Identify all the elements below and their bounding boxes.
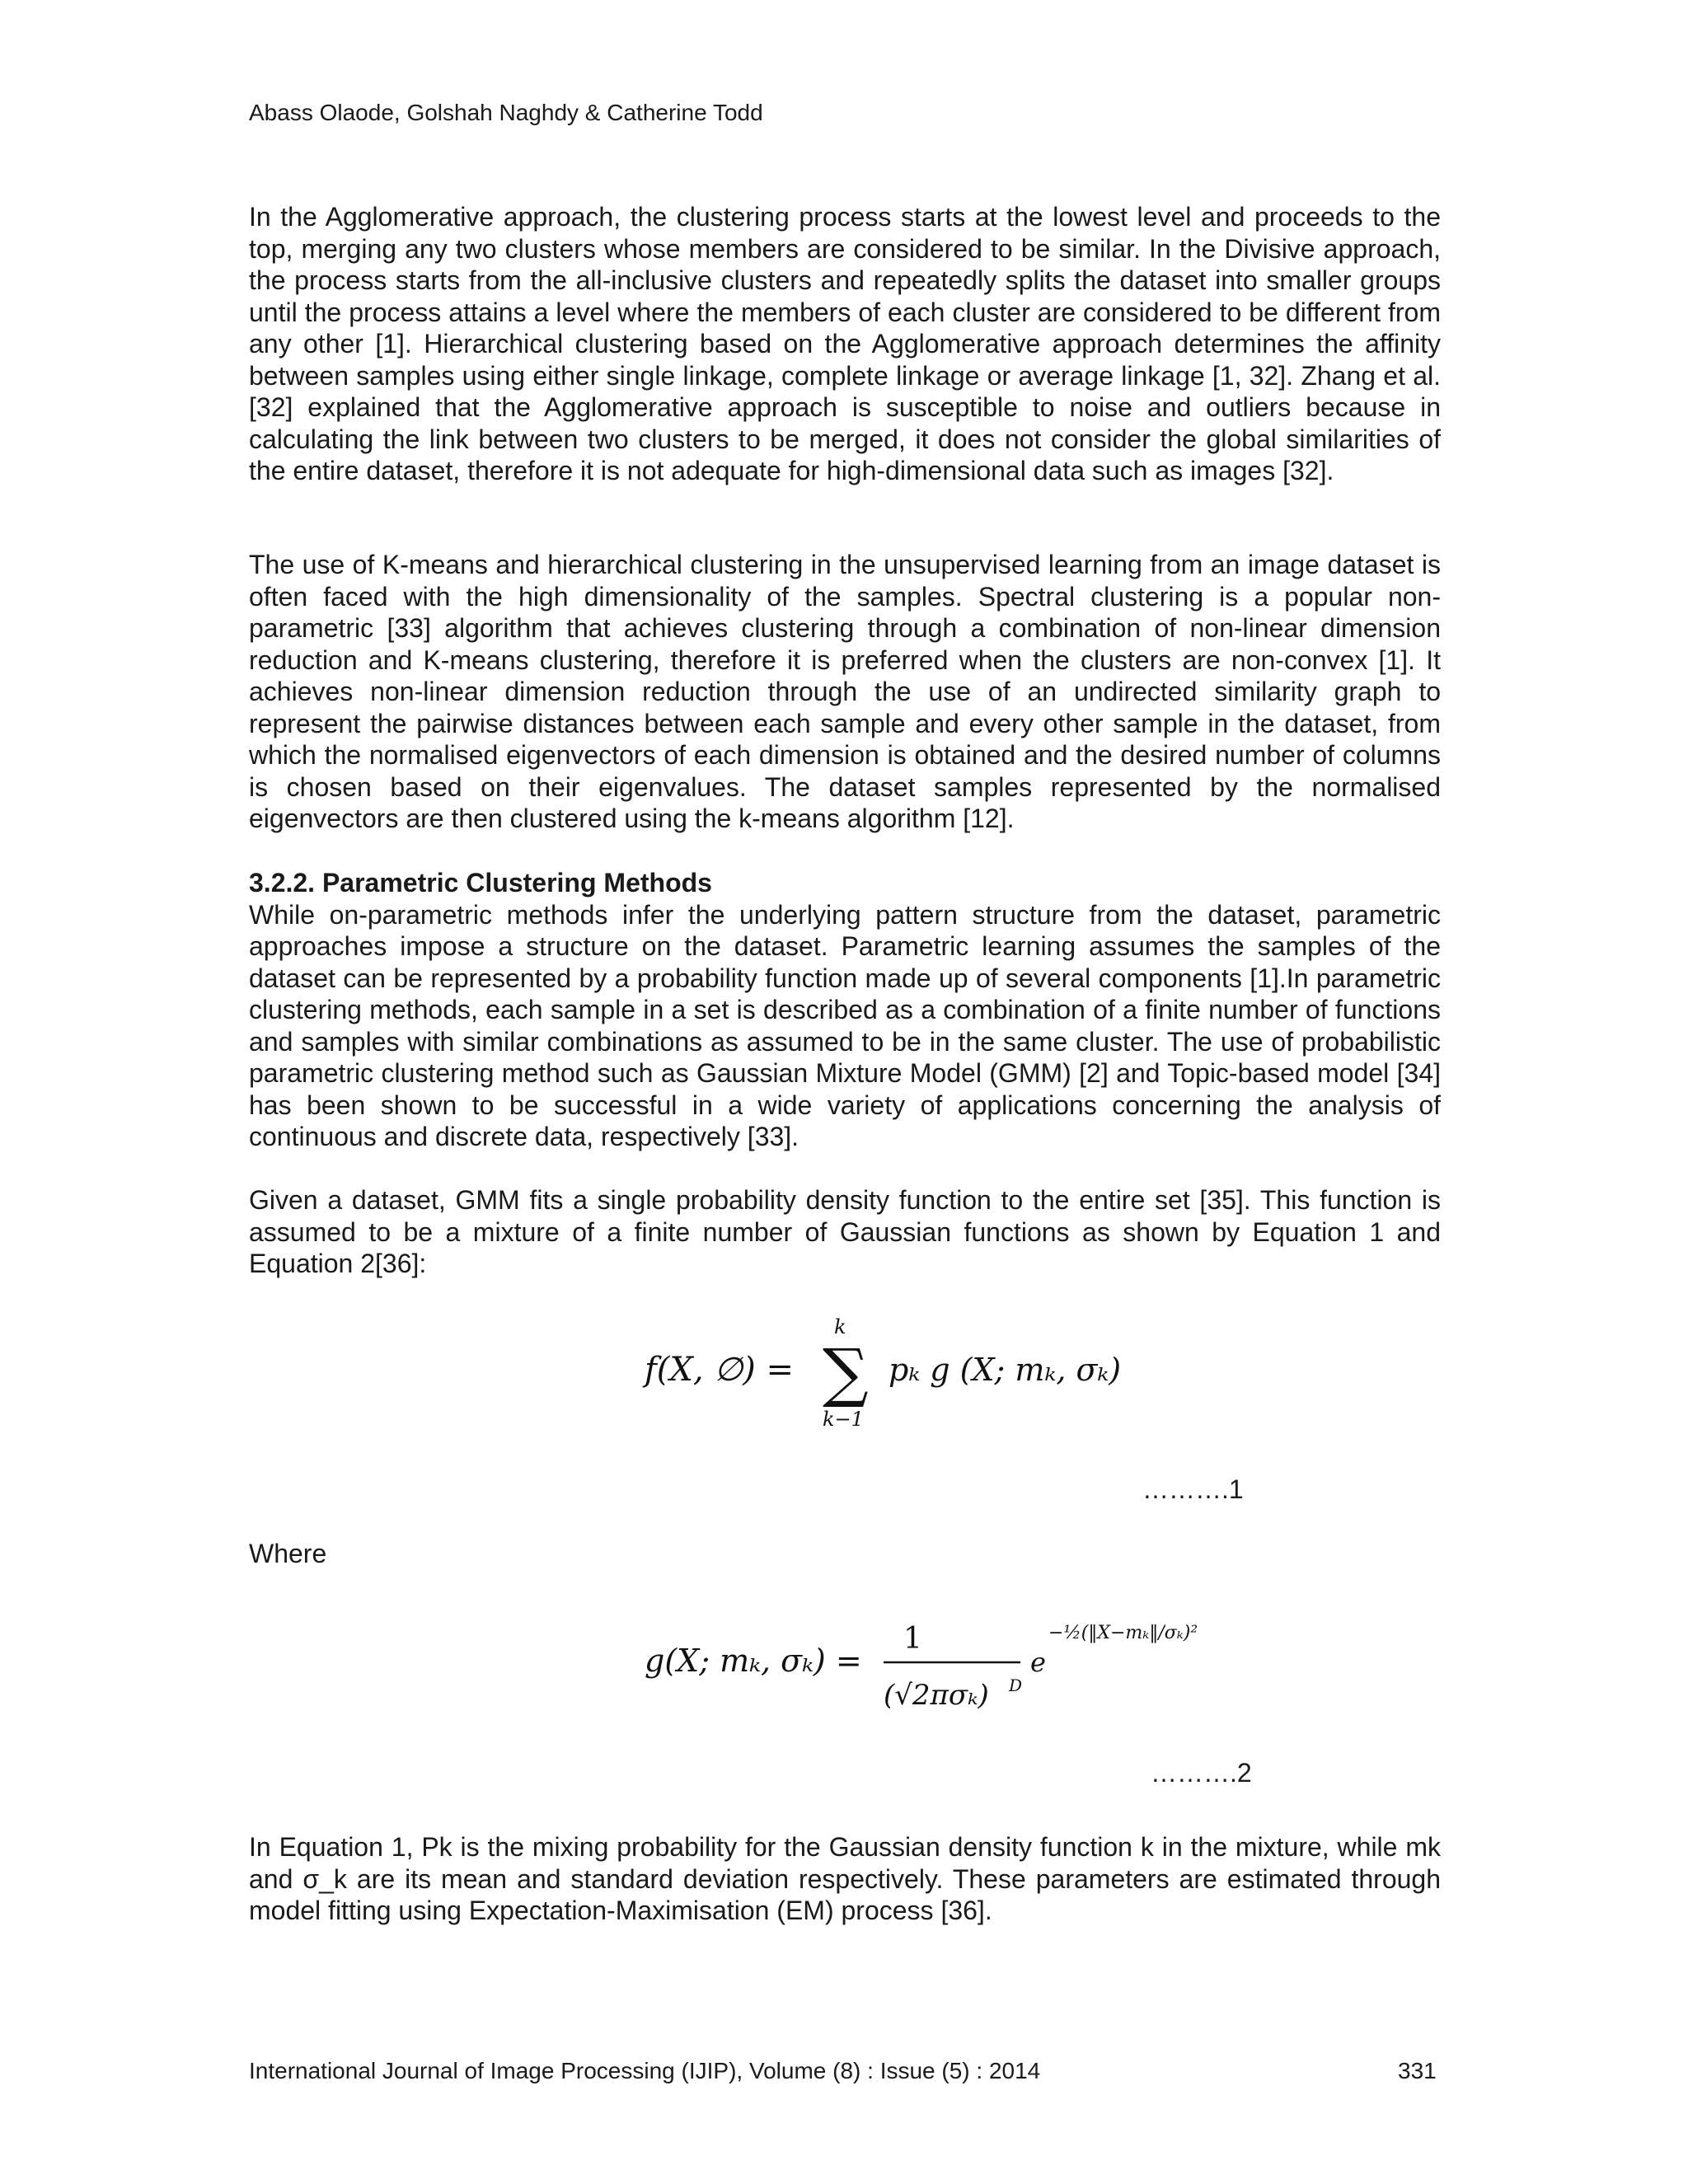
footer-journal: International Journal of Image Processing (IJIP), Volume (8) : Issue (5) : 2014 bbox=[249, 2058, 1041, 2083]
equation-1-number: ……….1 bbox=[1142, 1474, 1244, 1504]
eq1-lhs: f(X, ∅) = bbox=[645, 1351, 794, 1389]
paragraph-spectral-clustering: The use of K-means and hierarchical clustering in the unsupervised learning from an image dataset is often faced with the high dimensionality of the samples. Spectral clustering is a popular non-parametric [33] algorithm that achieves clustering through a combination of non-linear dimension reduction and K-means clustering, therefore it is preferred when the clusters are non-convex [1]. It achieves non-linear dimension reduction through the use of an undirected similarity graph to represent the pairwise distances between each sample and every other sample in the dataset, from which the normalised eigenvectors of each dimension is obtained and the desired number of columns is chosen based on their eigenvalues. The dataset samples represented by the normalised eigenvectors are then clustered using the k-means algorithm [12]. bbox=[249, 550, 1441, 833]
running-head-authors: Abass Olaode, Golshah Naghdy & Catherine Todd bbox=[249, 100, 763, 125]
paragraph-equation-explanation: In Equation 1, Pk is the mixing probability for the Gaussian density function k in the mixture, while mk and σ_k are its mean and standard deviation respectively. These parameters are estimated through model fitting using Expectation-Maximisation (EM) process [36]. bbox=[249, 1832, 1441, 1925]
footer-page-number: 331 bbox=[1398, 2058, 1437, 2083]
eq1-sum-symbol: ∑ bbox=[823, 1336, 869, 1410]
eq2-exponent: −½(‖X−mₖ‖/σₖ)² bbox=[1048, 1623, 1198, 1643]
equation-2-image bbox=[636, 1601, 1213, 1728]
section-parametric bbox=[249, 867, 1441, 1153]
eq1-sum-upper: k bbox=[834, 1315, 846, 1338]
eq2-base: e bbox=[1030, 1647, 1046, 1678]
eq1-rhs: pₖ g (X; mₖ, σₖ) bbox=[889, 1352, 1122, 1388]
paragraph-parametric: While on-parametric methods infer the underlying pattern structure from the dataset, parametric approaches impose a structure on the dataset. Parametric learning assumes the samples of the dataset can be represented by a probability function made up of several components [1].In parametric clustering methods, each sample in a set is described as a combination of a finite number of functions and samples with similar combinations as assumed to be in the same cluster. The use of probabilistic parametric clustering method such as Gaussian Mixture Model (GMM) [2] and Topic-based model [34] has been shown to be successful in a wide variety of applications concerning the analysis of continuous and discrete data, respectively [33]. bbox=[249, 899, 1441, 1151]
eq1-sum-lower: k−1 bbox=[823, 1408, 864, 1431]
paragraph-agglomerative: In the Agglomerative approach, the clustering process starts at the lowest level and proceeds to the top, merging any two clusters whose members are considered to be similar. In the Divisive approach, the process starts from the all-inclusive clusters and repeatedly splits the dataset into smaller groups until the process attains a level where the members of each cluster are considered to be different from any other [1]. Hierarchical clustering based on the Agglomerative approach determines the affinity between samples using either single linkage, complete linkage or average linkage [1, 32]. Zhang et al. [32] explained that the Agglomerative approach is susceptible to noise and outliers because in calculating the link between two clusters to be merged, it does not consider the global similarities of the entire dataset, therefore it is not adequate for high-dimensional data such as images [32]. bbox=[249, 202, 1441, 485]
paragraph-gmm: Given a dataset, GMM fits a single probability density function to the entire set [35]. This function is assumed to be a mixture of a finite number of Gaussian functions as shown by Equation 1 and Equation 2[36]: bbox=[249, 1185, 1441, 1278]
equation-2-number: ……….2 bbox=[1151, 1758, 1252, 1788]
equation-1-image bbox=[636, 1310, 1164, 1446]
where-label: Where bbox=[249, 1539, 327, 1568]
eq2-numerator: 1 bbox=[903, 1622, 922, 1656]
eq2-denominator-exp: D bbox=[1009, 1675, 1023, 1695]
eq2-denominator: (√2πσₖ) bbox=[884, 1679, 989, 1712]
section-title: 3.2.2. Parametric Clustering Methods bbox=[249, 868, 712, 898]
eq2-lhs: g(X; mₖ, σₖ) = bbox=[645, 1643, 862, 1679]
